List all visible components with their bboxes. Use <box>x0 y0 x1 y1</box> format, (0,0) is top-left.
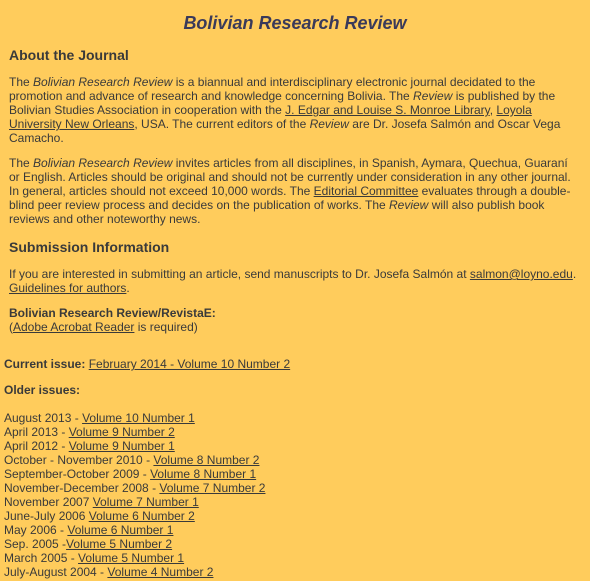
list-item <box>4 439 590 453</box>
issue-link[interactable]: Volume 9 Number 1 <box>68 439 175 453</box>
text: ( <box>9 320 13 334</box>
journal-name: Bolivian Research Review <box>33 156 173 170</box>
list-item <box>4 551 590 565</box>
issue-link[interactable]: Volume 5 Number 1 <box>78 551 185 565</box>
text: The <box>9 156 34 170</box>
text: will also publish book reviews and other noteworthy news. <box>9 198 545 226</box>
text: is a biannual and interdisciplinary electronic journal decidated to the promotion and advance of research and knowledge concerning Bolivia. The <box>9 75 536 103</box>
the-word: The <box>9 75 34 89</box>
list-item <box>4 523 590 537</box>
guidelines-link[interactable]: Guidelines for authors <box>9 281 127 295</box>
about-heading: About the Journal <box>9 47 129 63</box>
text: invites articles from all disciplines, in Spanish, Aymara, Quechua, Guaraní or English. Articles should be original and should not be currently under consideration in any other journal. In general, articles should not exceed 10,000 words. The <box>9 156 571 198</box>
journal-name: Bolivian Research Review <box>33 75 173 89</box>
issue-link[interactable]: Volume 6 Number 1 <box>67 523 174 537</box>
issue-date: June-July 2006 <box>4 509 89 523</box>
text: . <box>572 267 577 281</box>
issue-link[interactable]: Volume 6 Number 2 <box>88 509 195 523</box>
issue-date: September-October 2009 - <box>4 467 151 481</box>
issue-date: May 2006 - <box>4 523 68 537</box>
issue-link[interactable]: Volume 9 Number 2 <box>68 425 175 439</box>
list-item <box>4 453 590 467</box>
list-item <box>4 467 590 481</box>
monroe-library-link[interactable]: J. Edgar and Louise S. Monroe Library <box>285 103 490 117</box>
issue-date: Sep. 2005 - <box>4 537 67 551</box>
older-issues-label: Older issues: <box>4 383 81 397</box>
issue-link[interactable]: Volume 4 Number 2 <box>107 565 214 579</box>
text: . <box>126 281 130 295</box>
issue-date: April 2012 - <box>4 439 69 453</box>
older-issues-list <box>4 411 590 579</box>
issue-link[interactable]: Volume 8 Number 2 <box>153 453 260 467</box>
editorial-committee-link[interactable]: Editorial Committee <box>313 184 419 198</box>
list-item <box>4 495 590 509</box>
about-paragraph-2 <box>9 156 581 226</box>
review-word: Review <box>389 198 429 212</box>
list-item <box>4 537 590 551</box>
about-section <box>0 47 590 334</box>
list-item <box>4 481 590 495</box>
submission-paragraph <box>9 267 581 295</box>
issue-link[interactable]: Volume 8 Number 1 <box>150 467 257 481</box>
text: is required) <box>134 320 198 334</box>
text: evaluates through a double-blind peer review process and decides on the publication of works. The <box>9 184 571 212</box>
text: , <box>489 103 497 117</box>
issue-link[interactable]: Volume 5 Number 2 <box>66 537 173 551</box>
issue-date: November-December 2008 - <box>4 481 160 495</box>
text: If you are interested in submitting an article, send manuscripts to Dr. Josefa Salmón at <box>9 267 470 281</box>
list-item <box>4 411 590 425</box>
issue-date: August 2013 - <box>4 411 83 425</box>
review-word: Review <box>413 89 453 103</box>
revista-label: Bolivian Research Review/RevistaE: <box>9 306 216 320</box>
review-word: Review <box>309 117 349 131</box>
text: , USA. The current editors of the <box>134 117 310 131</box>
issue-date: March 2005 - <box>4 551 79 565</box>
acrobat-reader-link[interactable]: Adobe Acrobat Reader <box>13 320 135 334</box>
issue-link[interactable]: Volume 7 Number 2 <box>159 481 266 495</box>
list-item <box>4 565 590 579</box>
issue-date: April 2013 - <box>4 425 69 439</box>
email-link[interactable]: salmon@loyno.edu <box>469 267 573 281</box>
issue-date: November 2007 <box>4 495 93 509</box>
about-paragraph-1 <box>9 75 581 145</box>
revista-paragraph <box>9 306 581 334</box>
current-issue <box>4 357 590 371</box>
issues-section <box>0 357 590 579</box>
text: is published by the Bolivian Studies Association in cooperation with the <box>9 89 556 117</box>
current-issue-label: Current issue: <box>4 357 86 371</box>
current-issue-link[interactable]: February 2014 - Volume 10 Number 2 <box>88 357 291 371</box>
page-title: Bolivian Research Review <box>183 13 407 33</box>
issue-date: July-August 2004 - <box>4 565 108 579</box>
loyola-university-link[interactable]: Loyola University New Orleans <box>9 103 532 131</box>
issue-date: October - November 2010 - <box>4 453 154 467</box>
text: are Dr. Josefa Salmón and Oscar Vega Camacho. <box>9 117 561 145</box>
list-item <box>4 425 590 439</box>
list-item <box>4 509 590 523</box>
issue-link[interactable]: Volume 7 Number 1 <box>92 495 199 509</box>
submission-heading: Submission Information <box>9 239 170 255</box>
issue-link[interactable]: Volume 10 Number 1 <box>82 411 195 425</box>
